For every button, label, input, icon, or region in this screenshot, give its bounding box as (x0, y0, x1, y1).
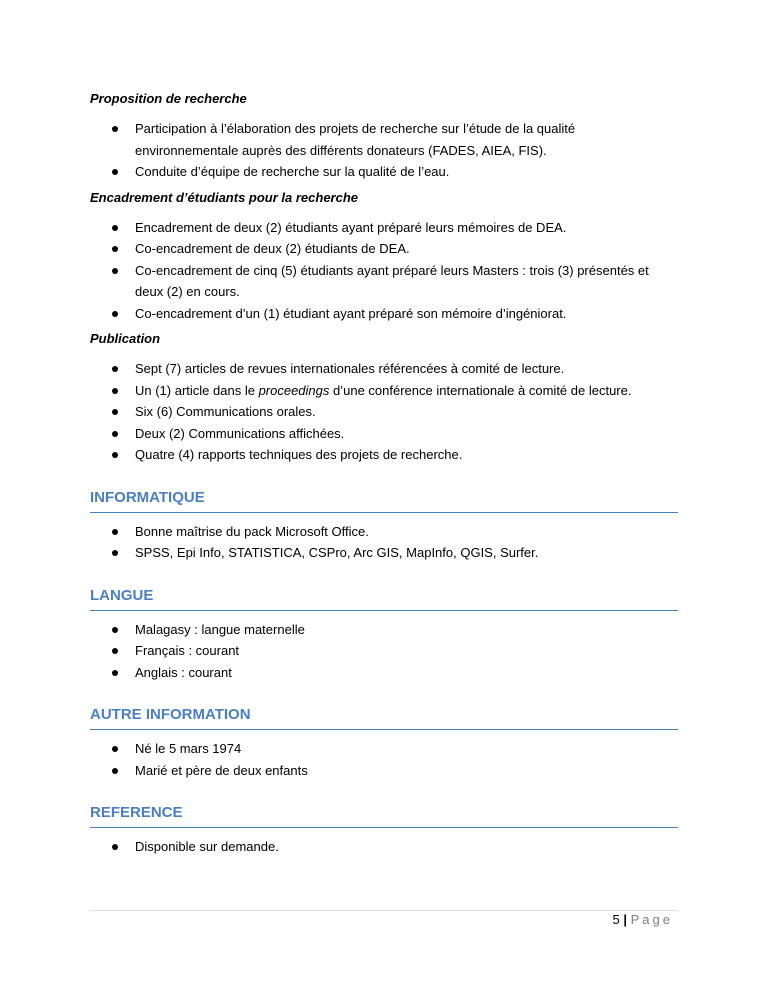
list-reference (90, 836, 678, 858)
subheading-proposition: Proposition de recherche (90, 91, 247, 106)
list-item: Sept (7) articles de revues internationales référencées à comité de lecture. (90, 358, 678, 380)
list-item: Anglais : courant (90, 662, 678, 684)
text-segment: Un (1) article dans le (135, 382, 259, 398)
list-item: SPSS, Epi Info, STATISTICA, CSPro, Arc GIS, MapInfo, QGIS, Surfer. (90, 542, 678, 564)
heading-autre-information: AUTRE INFORMATION (90, 705, 678, 730)
list-item: Encadrement de deux (2) étudiants ayant préparé leurs mémoires de DEA. (90, 217, 678, 239)
text-segment: d’une conférence internationale à comité de lecture. (329, 382, 632, 398)
list-item: Bonne maîtrise du pack Microsoft Office. (90, 521, 678, 543)
footer-separator: | (623, 912, 627, 927)
list-item: Six (6) Communications orales. (90, 401, 678, 423)
list-proposition (90, 118, 678, 183)
footer-divider (90, 910, 678, 911)
list-item: Co-encadrement de deux (2) étudiants de DEA. (90, 238, 678, 260)
list-item: Conduite d’équipe de recherche sur la qualité de l’eau. (90, 161, 678, 183)
subheading-publication: Publication (90, 331, 161, 346)
list-item: Malagasy : langue maternelle (90, 619, 678, 641)
list-item-proceedings (90, 380, 678, 402)
list-item: Deux (2) Communications affichées. (90, 423, 678, 445)
heading-reference: REFERENCE (90, 803, 678, 828)
emphasis-proceedings: proceedings (258, 382, 330, 398)
page-footer (613, 911, 674, 929)
heading-informatique: INFORMATIQUE (90, 488, 678, 513)
subheading-encadrement: Encadrement d’étudiants pour la recherche (90, 189, 359, 205)
list-item: Français : courant (90, 640, 678, 662)
list-encadrement (90, 217, 678, 325)
page-content (90, 90, 678, 858)
page-number: 5 (612, 912, 620, 927)
list-item: Né le 5 mars 1974 (90, 738, 678, 760)
list-langue (90, 619, 678, 684)
list-item: Quatre (4) rapports techniques des projets de recherche. (90, 444, 678, 466)
list-autre-information (90, 738, 678, 781)
list-item: Disponible sur demande. (90, 836, 678, 858)
list-item: Marié et père de deux enfants (90, 760, 678, 782)
list-publication (90, 358, 678, 466)
list-item: Co-encadrement d’un (1) étudiant ayant préparé son mémoire d’ingéniorat. (90, 303, 678, 325)
heading-langue: LANGUE (90, 586, 678, 611)
list-informatique (90, 521, 678, 564)
list-item: Participation à l’élaboration des projets de recherche sur l’étude de la qualité environnementale auprès des différents donateurs (FADES, AIEA, FIS). (90, 118, 678, 161)
page-label: Page (630, 912, 673, 927)
list-item: Co-encadrement de cinq (5) étudiants ayant préparé leurs Masters : trois (3) présentés et deux (2) en cours. (90, 260, 678, 303)
